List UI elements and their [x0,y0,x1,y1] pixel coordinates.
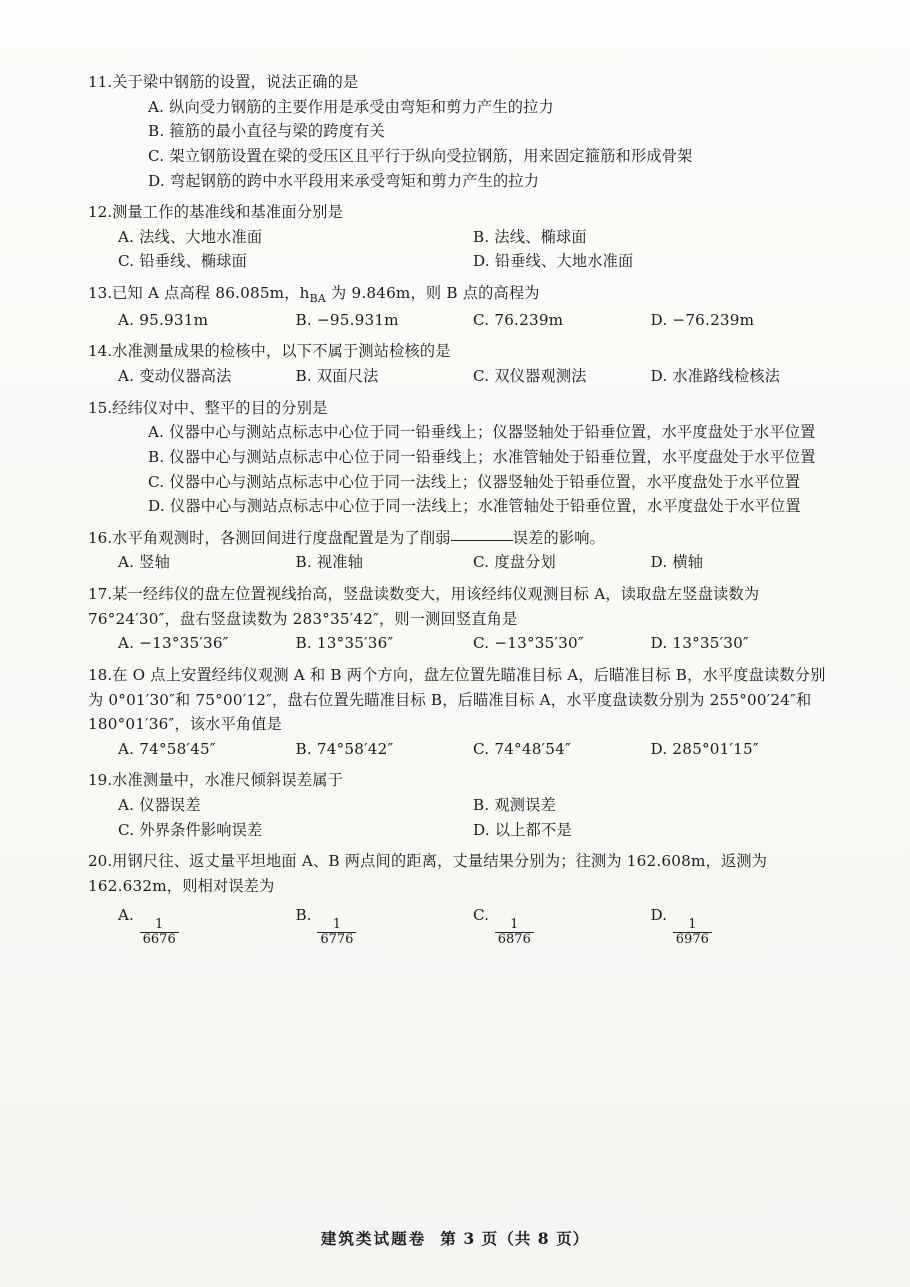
option-item[interactable]: C. 度盘分划 [473,553,556,572]
option-item[interactable]: C. 仪器中心与测站点标志中心位于同一法线上；仪器竖轴处于铅垂位置，水平度盘处于水平位置 [148,472,801,491]
option-item[interactable]: C. 外界条件影响误差 [118,820,263,839]
option-item[interactable]: B. 法线、椭球面 [473,227,587,246]
option-item[interactable]: B. 仪器中心与测站点标志中心位于同一铅垂线上；水准管轴处于铅垂位置，水平度盘处于水平位置 [148,447,816,466]
option-item[interactable]: D. 285°01′15″ [650,739,759,758]
question-15 [88,396,828,519]
option-item[interactable]: B. 74°58′42″ [295,739,394,758]
option-item[interactable]: A. 仪器中心与测站点标志中心位于同一铅垂线上；仪器竖轴处于铅垂位置，水平度盘处于水平位置 [148,423,816,442]
option-item[interactable]: B. 13°35′36″ [295,634,394,653]
option-item[interactable]: D. 铅垂线、大地水准面 [473,252,634,271]
page-footer [0,1227,910,1249]
question-list [88,70,828,953]
question-stem: 13.已知 A 点高程 86.085m，$h_{BA}$ 为 9.846m，则 B 点的高程为 [88,284,540,306]
question-17 [88,582,828,656]
option-item[interactable]: D. −76.239m [650,310,755,329]
option-item[interactable]: A. 变动仪器高法 [118,367,232,385]
option-list [88,364,828,389]
option-list [88,308,828,333]
option-item[interactable]: B. 双面尺法 [295,367,379,385]
option-item[interactable]: B. 视准轴 [295,553,364,572]
question-18 [88,663,828,762]
option-item[interactable]: D. 水准路线检核法 [650,367,781,385]
option-item[interactable]: A. 95.931m [118,310,209,329]
question-stem-text: 已知 A 点高程 86.085m，$h_{BA}$ 为 9.846m，则 B 点的高程为 [112,284,540,306]
option-item[interactable]: C. 76.239m [473,310,564,329]
option-item[interactable]: C. 架立钢筋设置在梁的受压区且平行于纵向受拉钢筋，用来固定箍筋和形成骨架 [148,146,693,165]
option-list [88,420,828,519]
option-list [88,95,828,194]
footer-page-number: 第 3 页（共 8 页） [440,1229,590,1248]
option-item[interactable]: A. $\frac{1}{6676}$ [118,903,296,947]
question-14 [88,339,828,388]
question-16 [88,526,828,575]
option-item[interactable]: A. −13°35′36″ [118,634,229,653]
question-stem: 19.水准测量中，水准尺倾斜误差属于 [88,771,343,790]
option-item[interactable]: D. 以上都不是 [473,820,572,839]
question-stem: 18.在 O 点上安置经纬仪观测 A 和 B 两个方向，盘左位置先瞄准目标 A，后瞄准目标 B，水平度盘读数分别为 0°01′30″和 75°00′12″，盘右位置先瞄准目标 B，后瞄准目标 A，水平度盘读数分别为 255°00′24″和 180°01′36″，该水平角值是 [88,665,826,734]
option-list [88,737,828,762]
option-item[interactable]: D. 仪器中心与测站点标志中心位于同一法线上；水准管轴处于铅垂位置，水平度盘处于水平位置 [148,497,801,516]
option-item[interactable]: A. 竖轴 [118,553,170,572]
question-stem: 15.经纬仪对中、整平的目的分别是 [88,398,328,417]
question-stem: 14.水准测量成果的检核中，以下不属于测站检核的是 [88,342,451,361]
question-stem: 11.关于梁中钢筋的设置，说法正确的是 [88,73,359,91]
fraction: $\frac{1}{6876}$ [495,918,534,946]
option-item[interactable]: B. $\frac{1}{6776}$ [296,903,474,947]
option-item[interactable]: C. 74°48′54″ [473,739,571,758]
question-stem: 16.水平角观测时，各测回间进行度盘配置是为了削弱 误差的影响。 [88,528,606,547]
option-list [88,903,828,947]
question-11 [88,70,828,193]
fraction: $\frac{1}{6676}$ [140,918,179,946]
fraction: $\frac{1}{6776}$ [317,918,356,946]
option-item[interactable]: B. −95.931m [295,310,399,329]
option-item[interactable]: D. $\frac{1}{6976}$ [651,903,829,947]
option-item[interactable]: A. 法线、大地水准面 [118,227,263,246]
question-13 [88,281,828,332]
option-item[interactable]: D. 13°35′30″ [650,634,749,653]
option-list [88,793,828,842]
option-list [88,631,828,656]
option-item[interactable]: D. 横轴 [650,553,704,572]
footer-exam-name: 建筑类试题卷 [320,1229,427,1248]
option-item[interactable]: C. $\frac{1}{6876}$ [473,903,651,947]
question-19 [88,768,828,842]
question-12 [88,200,828,274]
option-item[interactable]: B. 箍筋的最小直径与梁的跨度有关 [148,122,385,141]
option-item[interactable]: A. 仪器误差 [118,796,201,814]
option-item[interactable]: C. 铅垂线、椭球面 [118,252,248,271]
answer-blank[interactable] [451,528,513,541]
option-item[interactable]: C. 双仪器观测法 [473,367,587,385]
fraction: $\frac{1}{6976}$ [673,918,712,946]
option-item[interactable]: C. −13°35′30″ [473,634,584,653]
option-list [88,550,828,575]
option-item[interactable]: D. 弯起钢筋的跨中水平段用来承受弯矩和剪力产生的拉力 [148,171,540,190]
option-item[interactable]: A. 纵向受力钢筋的主要作用是承受由弯矩和剪力产生的拉力 [148,97,554,116]
option-item[interactable]: A. 74°58′45″ [118,739,216,758]
option-item[interactable]: B. 观测误差 [473,796,556,814]
question-stem: 12.测量工作的基准线和基准面分别是 [88,203,343,222]
question-20 [88,849,828,946]
option-list [88,225,828,274]
question-stem: 17.某一经纬仪的盘左位置视线抬高，竖盘读数变大，用该经纬仪观测目标 A，读取盘左竖盘读数为 76°24′30″，盘右竖盘读数为 283°35′42″，则一测回竖直角是 [88,585,760,628]
question-stem: 20.用钢尺往、返丈量平坦地面 A、B 两点间的距离，丈量结果分别为；往测为 162.608m，返测为 162.632m，则相对误差为 [88,852,768,895]
